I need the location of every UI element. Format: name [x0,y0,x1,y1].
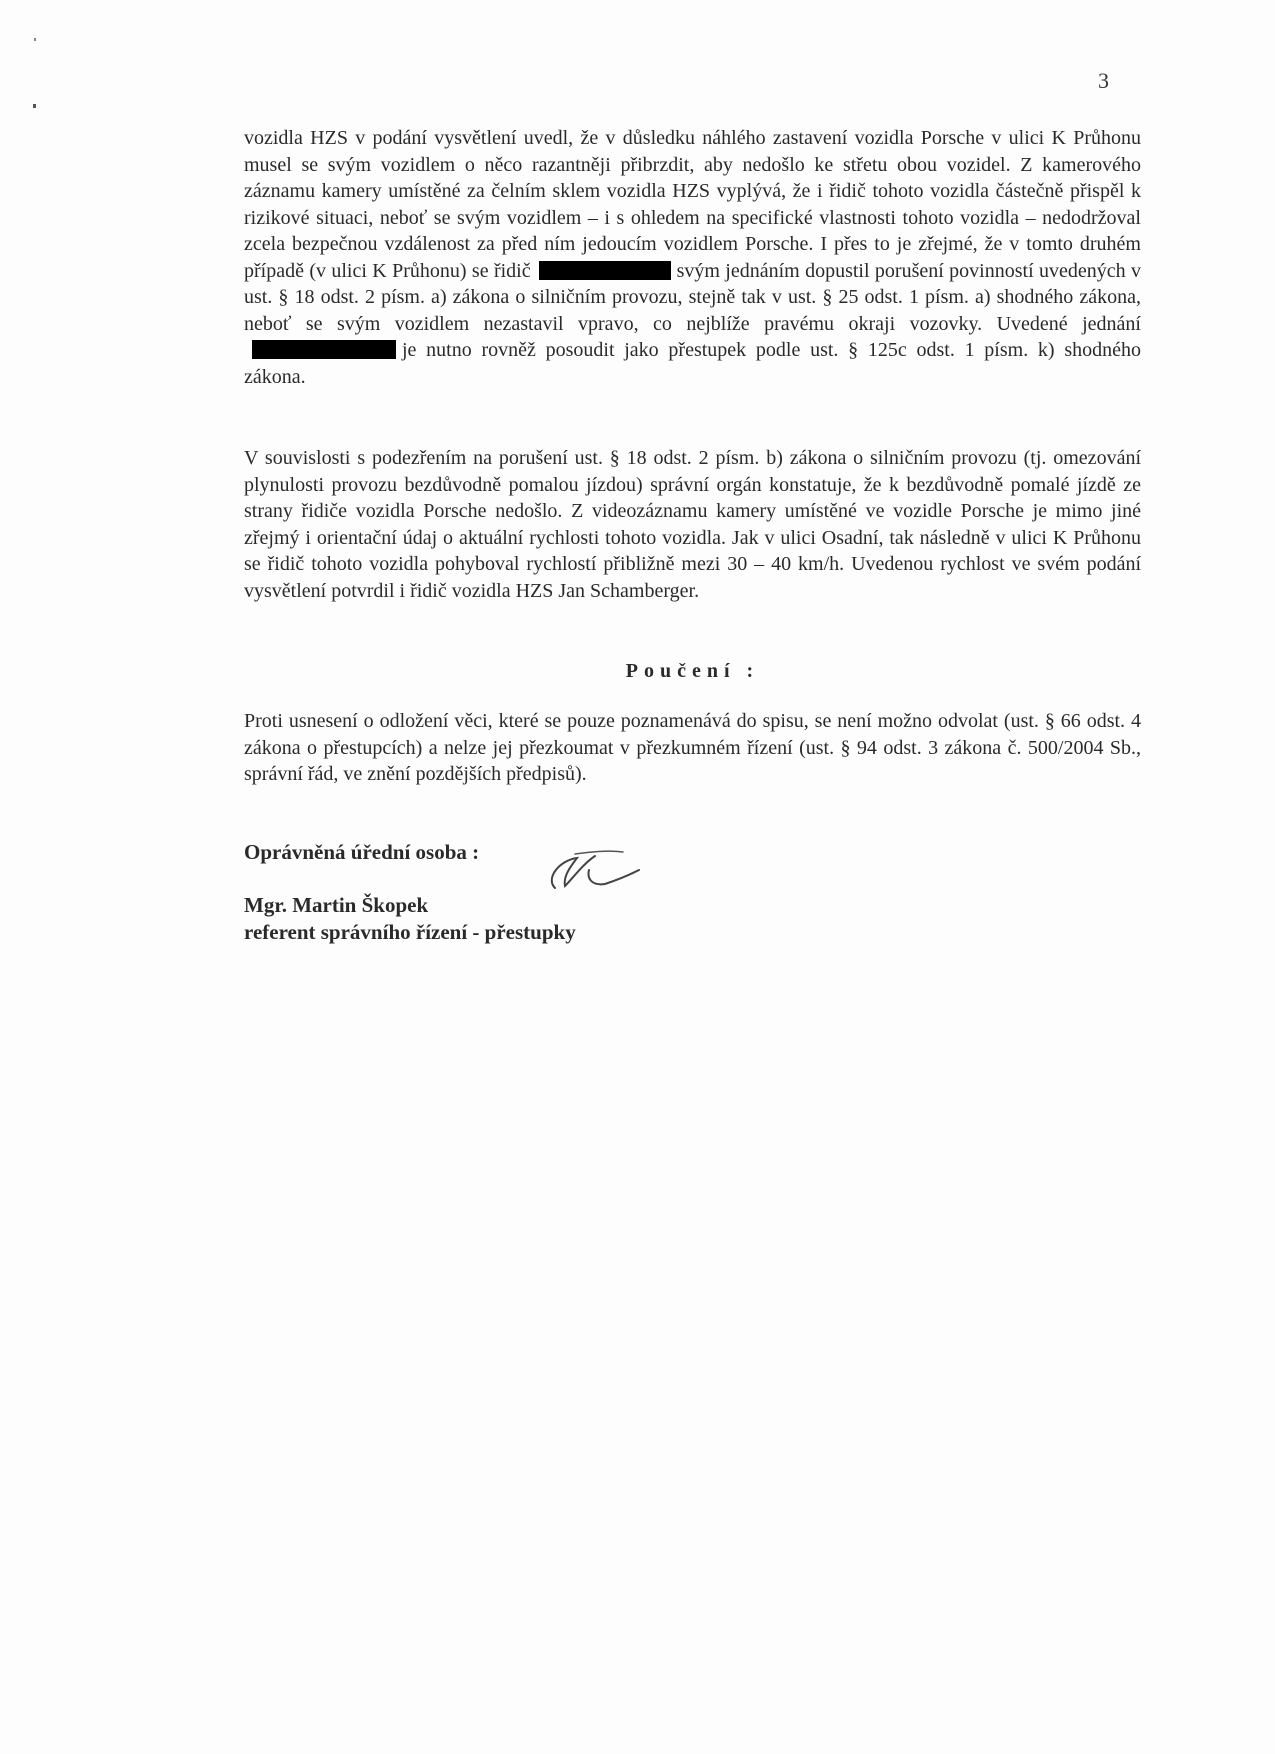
redaction-bar [252,340,396,359]
paragraph-text: vozidla HZS v podání vysvětlení uvedl, že v důsledku náhlého zastavení vozidla Porsche v ulici K Průhonu musel se svým vozidlem o něco razantněji přibrzdit, aby nedošlo ke střetu obou vozidel. Z kamerového záznamu kamery umístěné za čelním sklem vozidla HZS vyplývá, že i řidič tohoto vozidla částečně přispěl k rizikové situaci, neboť se svým vozidlem – i s ohledem na specifické vlastnosti tohoto vozidla – nedodržoval zcela bezpečnou vzdálenost za před ním jedoucím vozidlem Porsche. I přes to je zřejmé, že v tomto druhém případě (v ulici K Průhonu) se řidič [244,127,1141,282]
redaction-bar [539,261,671,280]
paragraph-findings [244,125,1141,390]
official-role: referent správního řízení - přestupky [244,920,576,944]
official-name: Mgr. Martin Škopek [244,893,429,917]
paragraph-text: je nutno rovněž posoudit jako přestupek podle ust. § 125c odst. 1 písm. k) shodného zákona. [244,339,1141,388]
page-number: 3 [1098,68,1109,93]
scan-artifact [34,38,36,41]
handwritten-signature [535,848,645,908]
paragraph-text: svým jednáním dopustil porušení povinností uvedených v ust. § 18 odst. 2 písm. a) zákona o silničním provozu, stejně tak v ust. § 25 odst. 1 písm. a) shodného zákona, neboť se svým vozidlem nezastavil vpravo, co nejblíže pravému okraji vozovky. Uvedené jednání [244,259,1141,335]
paragraph-instruction: Proti usnesení o odložení věci, které se pouze poznamenává do spisu, se není možno odvolat (ust. § 66 odst. 4 zákona o přestupcích) a nelze jej přezkoumat v přezkumném řízení (ust. § 94 odst. 3 zákona č. 500/2004 Sb., správní řád, ve znění pozdějších předpisů). [244,710,1141,785]
paragraph-speed-assessment: V souvislosti s podezřením na porušení ust. § 18 odst. 2 písm. b) zákona o silničním provozu (tj. omezování plynulosti provozu bezdůvodně pomalou jízdou) správní orgán konstatuje, že k bezdůvodně pomalé jízdě ze strany řidiče vozidla Porsche nedošlo. Z videozáznamu kamery umístěné ve vozidle Porsche je mimo jiné zřejmý i orientační údaj o aktuální rychlosti tohoto vozidla. Jak v ulici Osadní, tak následně v ulici K Průhonu se řidič tohoto vozidla pohyboval rychlostí přibližně mezi 30 – 40 km/h. Uvedenou rychlost ve svém podání vysvětlení potvrdil i řidič vozidla HZS Jan Schamberger. [244,447,1141,602]
instruction-heading: Poučení : [625,660,760,682]
signature-label: Oprávněná úřední osoba : [244,840,480,864]
scan-artifact [33,104,36,108]
